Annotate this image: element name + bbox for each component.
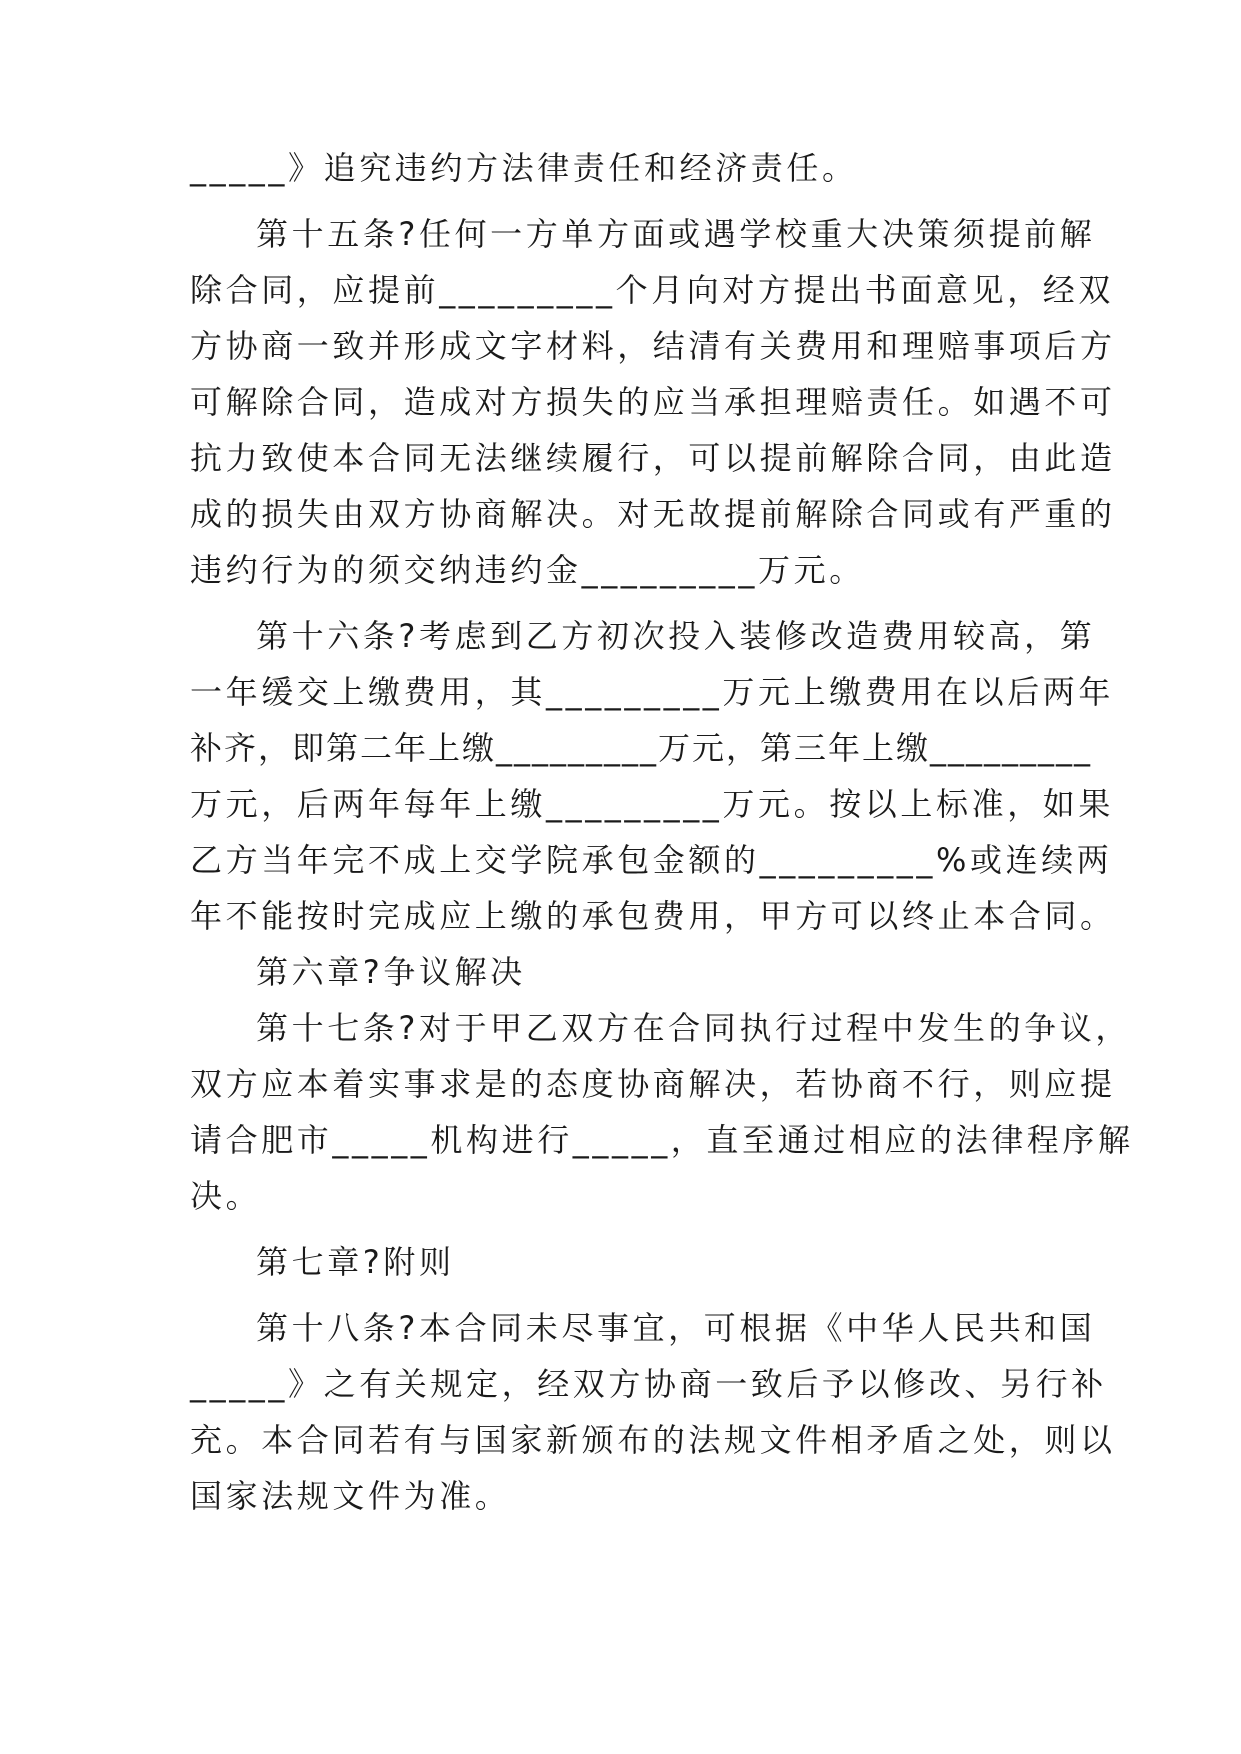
article-17-heading-line: 第十七条?对于甲乙双方在合同执行过程中发生的争议， [256,1009,1131,1047]
article-18-heading-line: 第十八条?本合同未尽事宜，可根据《中华人民共和国 [256,1309,1096,1347]
text-line: 乙方当年完不成上交学院承包金额的_________%或连续两 [190,841,1113,879]
chapter-6-heading: 第六章?争议解决 [256,953,526,991]
article-16-heading-line: 第十六条?考虑到乙方初次投入装修改造费用较高，第 [256,617,1096,655]
text-line: 方协商一致并形成文字材料，结清有关费用和理赔事项后方 [190,327,1116,365]
text-line: 补齐，即第二年上缴_________万元，第三年上缴_________ [190,729,1093,767]
text-line: 抗力致使本合同无法继续履行，可以提前解除合同，由此造 [190,439,1116,477]
text-line: 一年缓交上缴费用，其_________万元上缴费用在以后两年 [190,673,1115,711]
text-line: 万元，后两年每年上缴_________万元。按以上标准，如果 [190,785,1115,823]
chapter-7-heading: 第七章?附则 [256,1243,455,1281]
text-line: 成的损失由双方协商解决。对无故提前解除合同或有严重的 [190,495,1116,533]
text-line: 请合肥市_____机构进行_____，直至通过相应的法律程序解 [190,1121,1134,1159]
text-line: _____》之有关规定，经双方协商一致后予以修改、另行补 [190,1365,1107,1403]
text-line: 国家法规文件为准。 [190,1477,511,1515]
text-line: 年不能按时完成应上缴的承包费用，甲方可以终止本合同。 [190,897,1116,935]
text-line: 违约行为的须交纳违约金_________万元。 [190,551,865,589]
text-line: 充。本合同若有与国家新颁布的法规文件相矛盾之处，则以 [190,1421,1116,1459]
document-page [190,140,1134,1524]
text-line: 决。 [190,1177,262,1215]
article-15-heading-line: 第十五条?任何一方单方面或遇学校重大决策须提前解 [256,215,1096,253]
text-line: 除合同，应提前_________个月向对方提出书面意见，经双 [190,271,1115,309]
text-line: 双方应本着实事求是的态度协商解决，若协商不行，则应提 [190,1065,1116,1103]
text-line: 可解除合同，造成对方损失的应当承担理赔责任。如遇不可 [190,383,1116,421]
text-line: _____》追究违约方法律责任和经济责任。 [190,149,858,187]
